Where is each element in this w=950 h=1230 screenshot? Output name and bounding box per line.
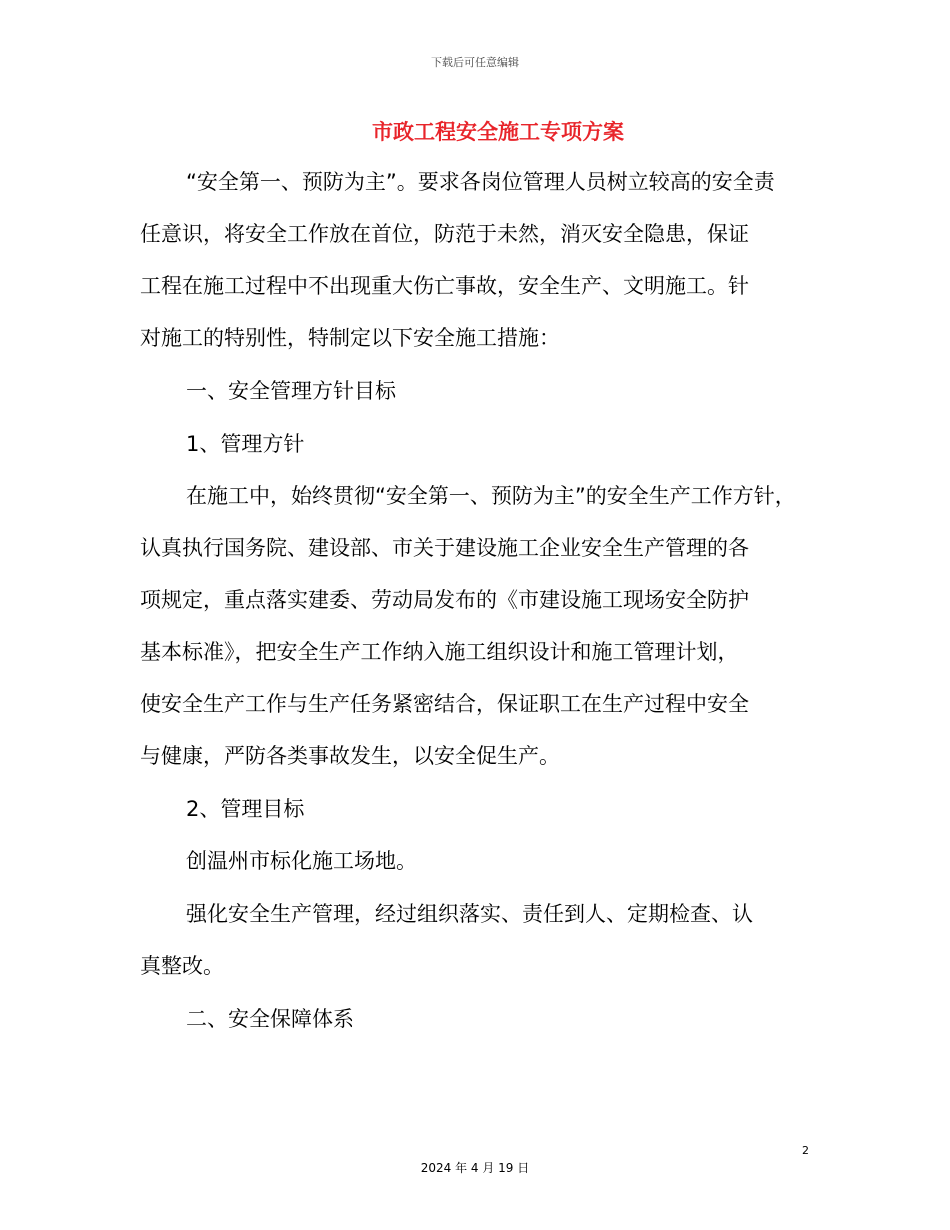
text-line: 强化安全生产管理，经过组织落实、责任到人、定期检查、认 <box>186 902 753 926</box>
text-line: 与健康，严防各类事故发生，以安全促生产。 <box>140 744 560 768</box>
text-line: 项规定，重点落实建委、劳动局发布的《市建设施工现场安全防护 <box>140 588 749 612</box>
policy-paragraph <box>140 470 825 782</box>
intro-paragraph <box>140 156 825 364</box>
section-heading: 二、安全保障体系 <box>186 1007 354 1031</box>
subsection-heading: 2、管理目标 <box>186 797 305 821</box>
text-line: 对施工的特别性，特制定以下安全施工措施： <box>140 326 560 350</box>
text-line: 认真执行国务院、建设部、市关于建设施工企业安全生产管理的各 <box>140 536 749 560</box>
document-title: 市政工程安全施工专项方案 <box>372 120 624 144</box>
text-line: 使安全生产工作与生产任务紧密结合，保证职工在生产过程中安全 <box>140 692 749 716</box>
text-line: 工程在施工过程中不出现重大伤亡事故，安全生产、文明施工。针 <box>140 274 749 298</box>
section-heading: 一、安全管理方针目标 <box>186 379 396 403</box>
text-line: 在施工中，始终贯彻“安全第一、预防为主”的安全生产工作方针， <box>186 484 796 508</box>
goal-paragraph: 创温州市标化施工场地。 <box>186 849 417 873</box>
header-note: 下载后可任意编辑 <box>431 56 519 69</box>
page-number: 2 <box>802 1144 809 1157</box>
text-line: 真整改。 <box>140 954 224 978</box>
goal-paragraph <box>140 888 825 992</box>
text-line: “安全第一、预防为主”。要求各岗位管理人员树立较高的安全责 <box>186 170 775 194</box>
subsection-heading: 1、管理方针 <box>186 432 305 456</box>
footer-date: 2024 年 4 月 19 日 <box>420 1161 530 1175</box>
text-line: 基本标准》，把安全生产工作纳入施工组织设计和施工管理计划， <box>140 640 739 664</box>
text-line: 任意识，将安全工作放在首位，防范于未然，消灭安全隐患，保证 <box>140 222 749 246</box>
